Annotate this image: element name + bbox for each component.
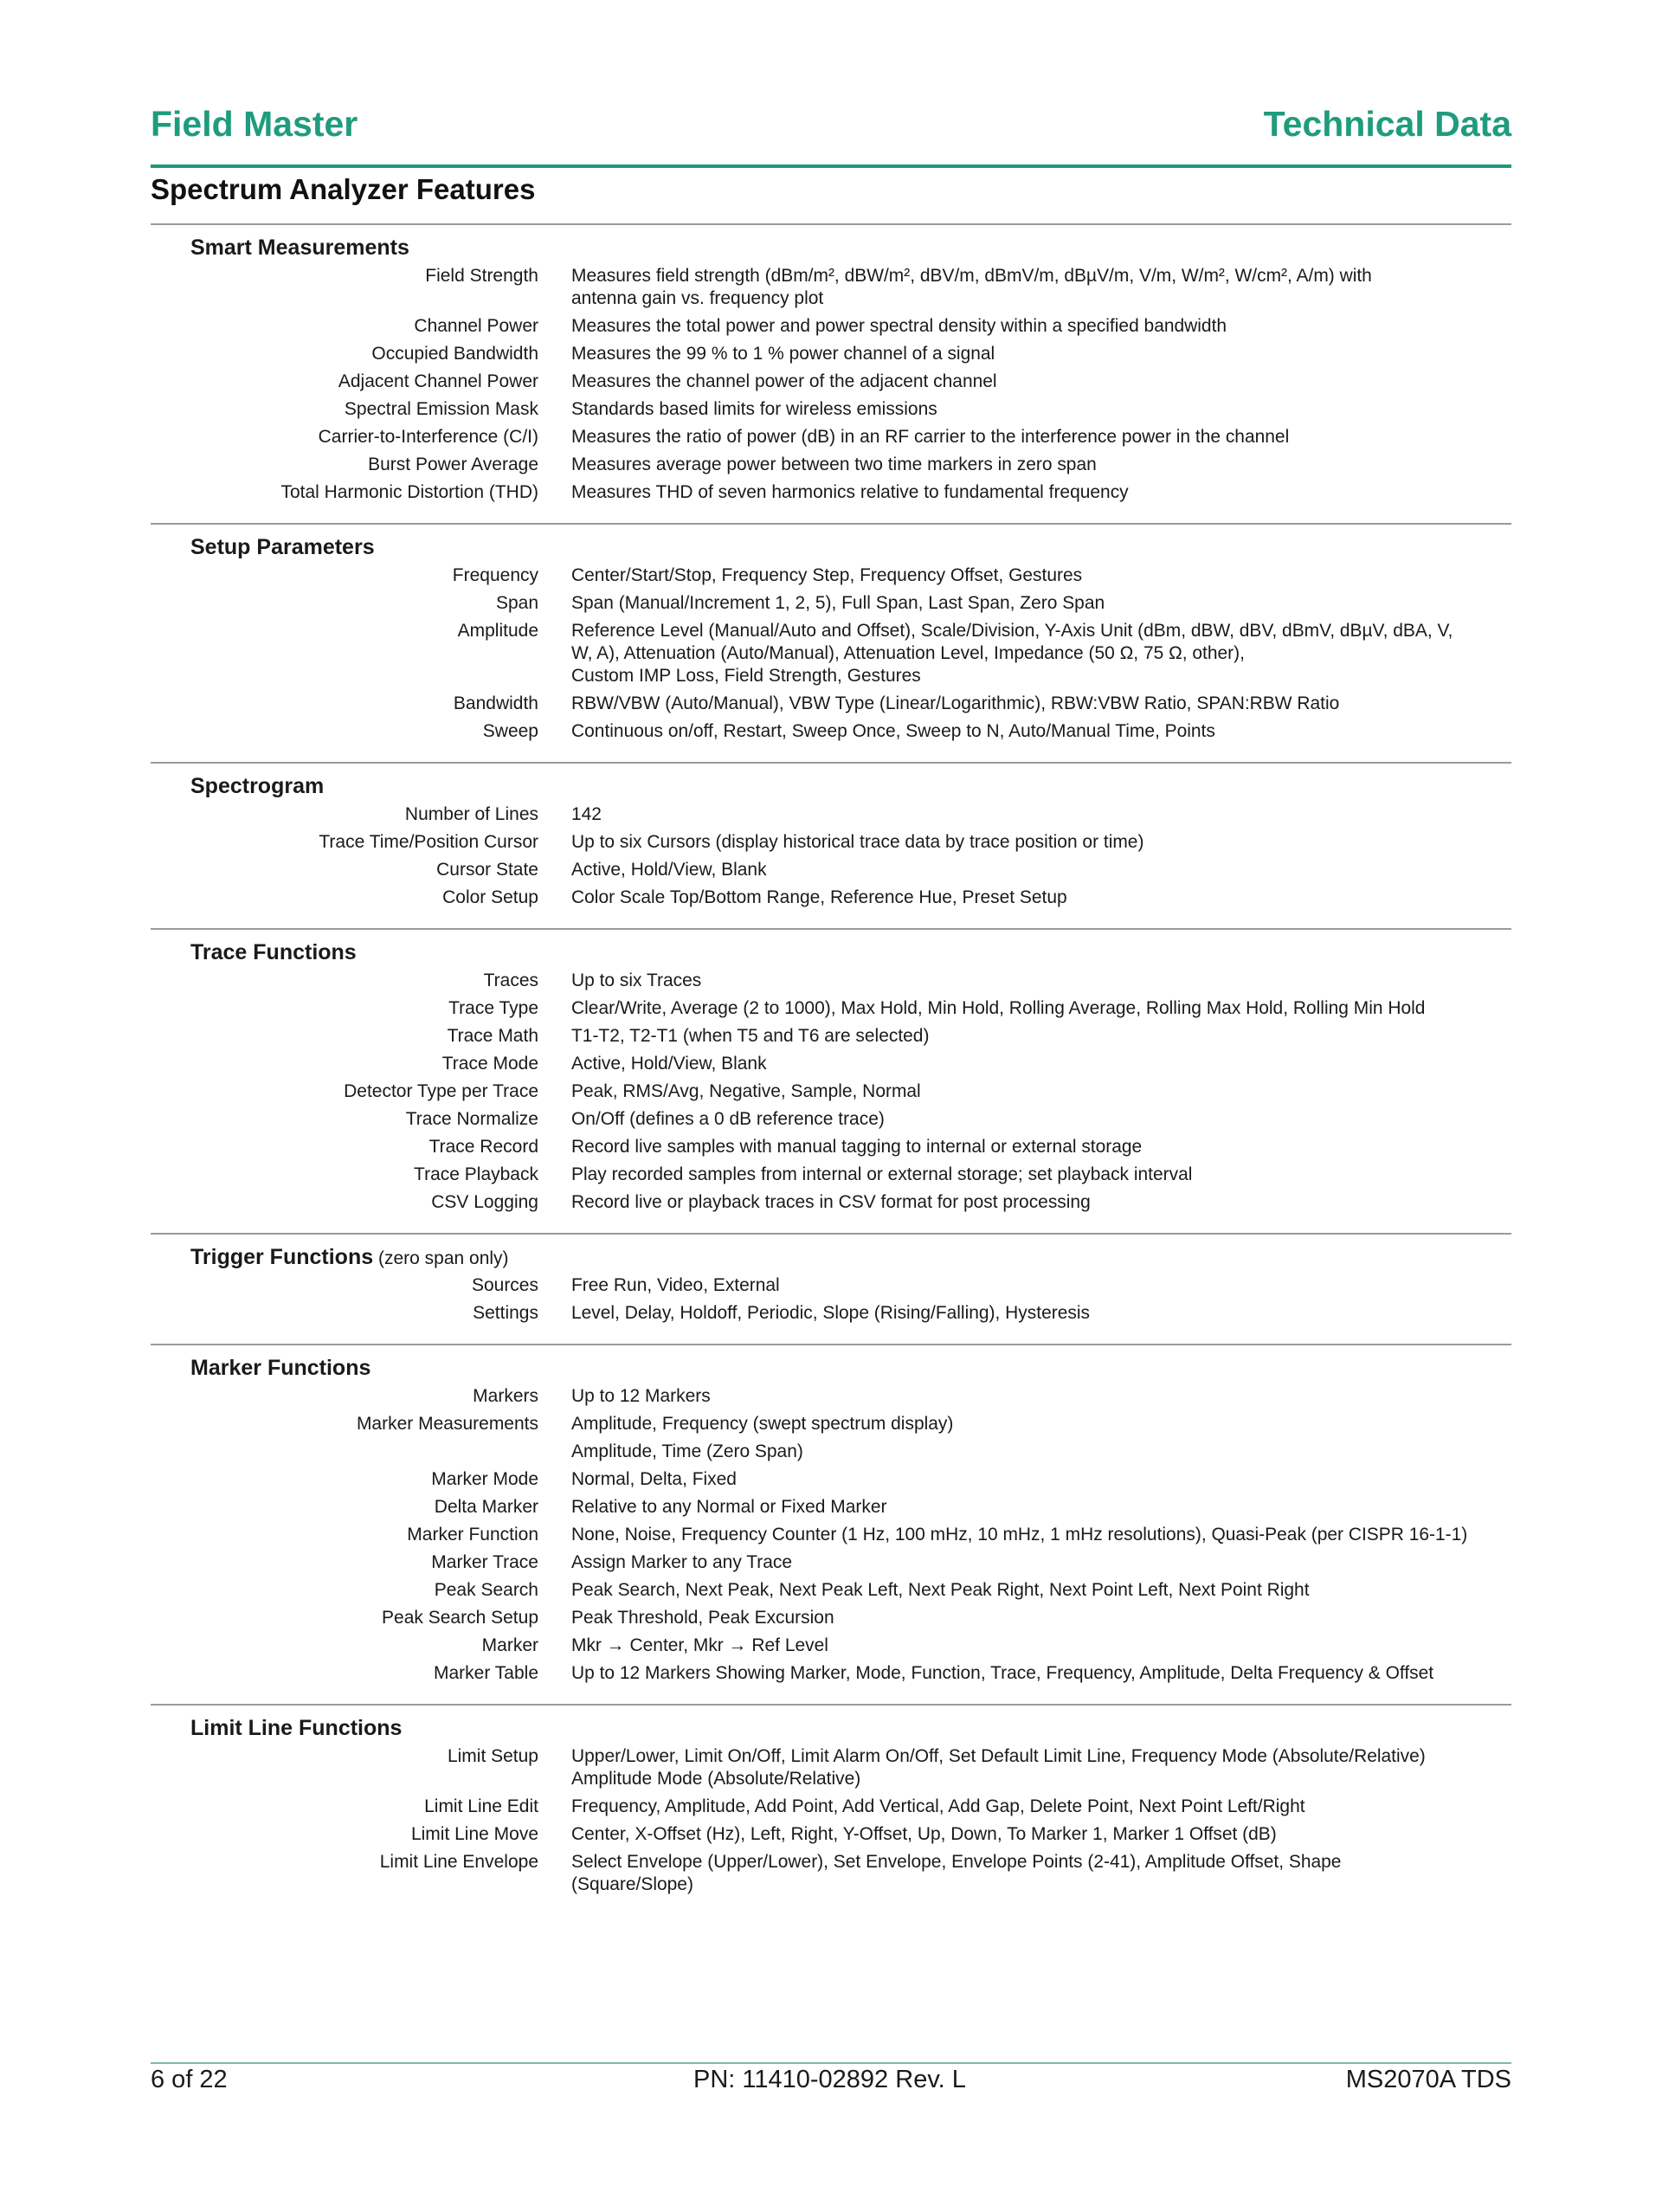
spec-row: [151, 859, 1511, 881]
spec-label-text: Sources: [471, 1275, 538, 1295]
spec-label: [151, 720, 545, 743]
spec-row: [151, 564, 1511, 587]
spec-label: [151, 1302, 545, 1325]
section-title: Trigger Functions: [190, 1245, 374, 1269]
spec-value-line: Up to six Traces: [571, 971, 702, 990]
section: [151, 928, 1511, 1233]
spec-label: [151, 481, 545, 504]
spec-value-line: Peak, RMS/Avg, Negative, Sample, Normal: [571, 1081, 921, 1101]
spec-value: [571, 1579, 1511, 1602]
spec-row: [151, 1108, 1511, 1131]
spec-value-line: Mkr → Center, Mkr → Ref Level: [571, 1635, 828, 1655]
spec-label-text: Color Setup: [442, 887, 538, 907]
spec-value-line: Measures the channel power of the adjacent channel: [571, 371, 997, 391]
spec-label: [151, 1579, 545, 1602]
spec-value-line: Record live samples with manual tagging to internal or external storage: [571, 1137, 1143, 1157]
spec-value: [571, 831, 1511, 854]
spec-row: [151, 803, 1511, 826]
spec-value: [571, 1635, 1511, 1657]
spec-value-line: Active, Hold/View, Blank: [571, 860, 767, 880]
spec-label: [151, 564, 545, 587]
spec-label-text: Occupied Bandwidth: [371, 344, 538, 364]
spec-label-text: Channel Power: [414, 316, 538, 336]
section-heading: [151, 1711, 1511, 1745]
spec-value: [571, 1302, 1511, 1325]
spec-value: [571, 1524, 1511, 1546]
spec-value-line: T1-T2, T2-T1 (when T5 and T6 are selected): [571, 1026, 930, 1046]
product-name: Field Master: [151, 104, 358, 144]
spec-row: [151, 1385, 1511, 1408]
spec-row: [151, 720, 1511, 743]
spec-value: [571, 1274, 1511, 1297]
spec-value-line: Amplitude, Time (Zero Span): [571, 1441, 803, 1461]
spec-row: [151, 1745, 1511, 1790]
spec-row: [151, 371, 1511, 393]
spec-label: [151, 831, 545, 854]
spec-value: [571, 1025, 1511, 1048]
spec-value-line: Continuous on/off, Restart, Sweep Once, Sweep to N, Auto/Manual Time, Points: [571, 721, 1215, 741]
spec-label-text: Adjacent Channel Power: [338, 371, 538, 391]
spec-label: [151, 1191, 545, 1214]
spec-row: [151, 1551, 1511, 1574]
spec-label-text: Markers: [473, 1386, 538, 1406]
spec-value: [571, 1191, 1511, 1214]
section-heading: [151, 1351, 1511, 1385]
spec-value: [571, 1385, 1511, 1408]
spec-label-text: Marker Trace: [431, 1552, 538, 1572]
spec-row: [151, 1080, 1511, 1103]
footer-rule: [151, 2062, 1511, 2064]
spec-label-text: Field Strength: [425, 266, 538, 286]
spec-value-line: (Square/Slope): [571, 1874, 693, 1894]
spec-value: [571, 1441, 1511, 1463]
spec-label: [151, 592, 545, 615]
spec-value-line: On/Off (defines a 0 dB reference trace): [571, 1109, 885, 1129]
spec-label-text: Bandwidth: [453, 693, 538, 713]
spec-value: [571, 1551, 1511, 1574]
spec-value-line: Amplitude Mode (Absolute/Relative): [571, 1769, 861, 1789]
spec-value-line: Measures average power between two time markers in zero span: [571, 455, 1097, 474]
section: [151, 523, 1511, 762]
spec-value-line: Upper/Lower, Limit On/Off, Limit Alarm On/Off, Set Default Limit Line, Frequency Mode (Absolute/Relative): [571, 1746, 1426, 1766]
spec-value: [571, 1108, 1511, 1131]
spec-label-text: Delta Marker: [434, 1497, 538, 1517]
spec-row: [151, 997, 1511, 1020]
spec-value: [571, 564, 1511, 587]
section: [151, 1344, 1511, 1704]
spec-label-text: Marker Table: [434, 1663, 538, 1683]
spec-label-text: Limit Setup: [447, 1746, 538, 1766]
spec-label: [151, 1662, 545, 1685]
spec-label-text: Trace Math: [447, 1026, 538, 1046]
spec-row: [151, 315, 1511, 338]
spec-label: [151, 315, 545, 338]
spec-value: [571, 1796, 1511, 1818]
spec-label-text: Detector Type per Trace: [344, 1081, 538, 1101]
spec-row: [151, 398, 1511, 421]
spec-label: [151, 803, 545, 826]
spec-label: [151, 398, 545, 421]
spec-label: [151, 1796, 545, 1818]
spec-value-line: Clear/Write, Average (2 to 1000), Max Hold, Min Hold, Rolling Average, Rolling Max Hold, Rolling Min Hold: [571, 998, 1426, 1018]
section-title: Limit Line Functions: [190, 1716, 403, 1740]
spec-value: [571, 426, 1511, 448]
spec-value: [571, 1413, 1511, 1435]
spec-row: [151, 1025, 1511, 1048]
spec-label: [151, 1025, 545, 1048]
spec-row: [151, 481, 1511, 504]
spec-label: [151, 1468, 545, 1491]
spec-label: [151, 1080, 545, 1103]
section: [151, 1704, 1511, 1915]
spec-label-text: Limit Line Move: [410, 1824, 538, 1844]
spec-label-text: Burst Power Average: [368, 455, 538, 474]
spec-value: [571, 481, 1511, 504]
spec-label: [151, 1607, 545, 1629]
spec-label-text: Span: [495, 593, 538, 613]
spec-label-text: CSV Logging: [431, 1192, 538, 1212]
spec-row: [151, 454, 1511, 476]
spec-label: [151, 426, 545, 448]
spec-value: [571, 371, 1511, 393]
spec-value: [571, 1136, 1511, 1158]
spec-value-line: Up to 12 Markers: [571, 1386, 711, 1406]
section: [151, 223, 1511, 523]
spec-row: [151, 1496, 1511, 1519]
spec-row: [151, 1524, 1511, 1546]
spec-label: [151, 1851, 545, 1896]
spec-label: [151, 970, 545, 992]
spec-label-text: Trace Playback: [414, 1164, 538, 1184]
spec-value-line: Measures the ratio of power (dB) in an RF carrier to the interference power in the channel: [571, 427, 1290, 447]
spec-label-text: Total Harmonic Distortion (THD): [280, 482, 538, 502]
spec-row: [151, 426, 1511, 448]
spec-value-line: Level, Delay, Holdoff, Periodic, Slope (Rising/Falling), Hysteresis: [571, 1303, 1090, 1323]
spec-value: [571, 265, 1511, 310]
spec-value: [571, 343, 1511, 365]
section-note: (zero span only): [373, 1248, 509, 1268]
spec-label-text: Trace Mode: [441, 1054, 538, 1074]
spec-row: [151, 1823, 1511, 1846]
spec-label: [151, 343, 545, 365]
spec-row: [151, 620, 1511, 687]
spec-value-line: Span (Manual/Increment 1, 2, 5), Full Span, Last Span, Zero Span: [571, 593, 1105, 613]
spec-value: [571, 620, 1511, 687]
spec-value: [571, 315, 1511, 338]
spec-value-line: Peak Search, Next Peak, Next Peak Left, Next Peak Right, Next Point Left, Next Point Right: [571, 1580, 1310, 1600]
spec-label: [151, 1551, 545, 1574]
spec-value-line: Measures the 99 % to 1 % power channel of a signal: [571, 344, 995, 364]
spec-value-line: Color Scale Top/Bottom Range, Reference Hue, Preset Setup: [571, 887, 1067, 907]
spec-row: [151, 1053, 1511, 1075]
spec-row: [151, 1164, 1511, 1186]
spec-value: [571, 1851, 1511, 1896]
spec-value-line: Frequency, Amplitude, Add Point, Add Vertical, Add Gap, Delete Point, Next Point Left/Right: [571, 1796, 1305, 1816]
section: [151, 1233, 1511, 1344]
spec-value-line: Relative to any Normal or Fixed Marker: [571, 1497, 887, 1517]
spec-row: [151, 1662, 1511, 1685]
spec-value-line: Standards based limits for wireless emissions: [571, 399, 937, 419]
spec-row: [151, 343, 1511, 365]
spec-row: [151, 1579, 1511, 1602]
spec-value-line: Up to six Cursors (display historical trace data by trace position or time): [571, 832, 1144, 852]
spec-value: [571, 859, 1511, 881]
spec-value-line: Free Run, Video, External: [571, 1275, 780, 1295]
spec-row: [151, 1851, 1511, 1896]
spec-row: [151, 1607, 1511, 1629]
spec-value: [571, 1468, 1511, 1491]
page-header: [151, 97, 1511, 168]
spec-value: [571, 1607, 1511, 1629]
spec-value-line: Normal, Delta, Fixed: [571, 1469, 737, 1489]
spec-value-line: Peak Threshold, Peak Excursion: [571, 1608, 834, 1628]
spec-value-line: Measures field strength (dBm/m², dBW/m², dBV/m, dBmV/m, dBµV/m, V/m, W/m², W/cm², A/m) with: [571, 266, 1372, 286]
spec-label-text: Peak Search Setup: [382, 1608, 538, 1628]
spec-label: [151, 1413, 545, 1435]
section-heading: [151, 530, 1511, 564]
spec-label-text: Frequency: [452, 565, 538, 585]
spec-row: [151, 1796, 1511, 1818]
spec-row: [151, 1635, 1511, 1657]
spec-label: [151, 1108, 545, 1131]
spec-row: [151, 1191, 1511, 1214]
spec-value: [571, 592, 1511, 615]
spec-value: [571, 803, 1511, 826]
spec-label-text: Amplitude: [457, 621, 538, 641]
spec-label-text: Cursor State: [436, 860, 538, 880]
spec-row: [151, 1468, 1511, 1491]
spec-label: [151, 859, 545, 881]
spec-label: [151, 1274, 545, 1297]
spec-value-line: Center/Start/Stop, Frequency Step, Frequency Offset, Gestures: [571, 565, 1083, 585]
spec-label: [151, 1496, 545, 1519]
spec-row: [151, 887, 1511, 909]
spec-row: [151, 1302, 1511, 1325]
spec-label: [151, 1385, 545, 1408]
spec-label-text: Trace Normalize: [405, 1109, 538, 1129]
spec-row: [151, 831, 1511, 854]
spec-value: [571, 1496, 1511, 1519]
spec-value-line: Custom IMP Loss, Field Strength, Gestures: [571, 666, 921, 686]
spec-label: [151, 1745, 545, 1790]
feature-table: [151, 223, 1511, 1915]
spec-label: [151, 887, 545, 909]
spec-label-text: Peak Search: [434, 1580, 538, 1600]
document-page: [151, 0, 1511, 2212]
section: [151, 762, 1511, 928]
spec-label: [151, 454, 545, 476]
spec-value-line: Play recorded samples from internal or external storage; set playback interval: [571, 1164, 1193, 1184]
spec-label-text: Marker Mode: [431, 1469, 538, 1489]
spec-row: [151, 592, 1511, 615]
spec-value: [571, 693, 1511, 715]
spec-row: [151, 693, 1511, 715]
spec-label: [151, 1053, 545, 1075]
spec-row: [151, 970, 1511, 992]
spec-value: [571, 887, 1511, 909]
section-heading: [151, 935, 1511, 970]
spec-label: [151, 1441, 545, 1463]
spec-value: [571, 1080, 1511, 1103]
page-title: Spectrum Analyzer Features: [151, 173, 536, 205]
spec-label-text: Settings: [473, 1303, 538, 1323]
spec-value-line: Record live or playback traces in CSV format for post processing: [571, 1192, 1091, 1212]
spec-value: [571, 1823, 1511, 1846]
spec-row: [151, 1274, 1511, 1297]
document-id: MS2070A TDS: [1345, 2066, 1511, 2093]
spec-value: [571, 1164, 1511, 1186]
spec-value-line: 142: [571, 804, 602, 824]
spec-label-text: Limit Line Envelope: [379, 1852, 538, 1872]
spec-label: [151, 1635, 545, 1657]
document-type: Technical Data: [1263, 104, 1511, 144]
spec-label-text: Sweep: [482, 721, 538, 741]
spec-value: [571, 1662, 1511, 1685]
spec-value-line: antenna gain vs. frequency plot: [571, 288, 824, 308]
spec-value-line: Measures THD of seven harmonics relative to fundamental frequency: [571, 482, 1129, 502]
spec-label: [151, 1136, 545, 1158]
section-title: Smart Measurements: [190, 235, 409, 260]
spec-label-text: Limit Line Edit: [424, 1796, 538, 1816]
spec-value-line: RBW/VBW (Auto/Manual), VBW Type (Linear/Logarithmic), RBW:VBW Ratio, SPAN:RBW Ratio: [571, 693, 1340, 713]
spec-value: [571, 720, 1511, 743]
spec-value-line: Active, Hold/View, Blank: [571, 1054, 767, 1074]
spec-value-line: None, Noise, Frequency Counter (1 Hz, 100 mHz, 10 mHz, 1 mHz resolutions), Quasi-Peak (per CISPR 16-1-1): [571, 1525, 1468, 1545]
section-heading: [151, 230, 1511, 265]
spec-value-line: W, A), Attenuation (Auto/Manual), Attenuation Level, Impedance (50 Ω, 75 Ω, other),: [571, 643, 1245, 663]
spec-value-line: Select Envelope (Upper/Lower), Set Envelope, Envelope Points (2-41), Amplitude Offset, Shape: [571, 1852, 1342, 1872]
spec-label: [151, 1823, 545, 1846]
spec-value: [571, 997, 1511, 1020]
spec-value: [571, 398, 1511, 421]
spec-value: [571, 970, 1511, 992]
spec-row: [151, 1136, 1511, 1158]
spec-label: [151, 1164, 545, 1186]
spec-label: [151, 371, 545, 393]
spec-row: [151, 265, 1511, 310]
spec-label-text: Carrier-to-Interference (C/I): [318, 427, 538, 447]
spec-row: [151, 1441, 1511, 1463]
spec-value-line: Up to 12 Markers Showing Marker, Mode, Function, Trace, Frequency, Amplitude, Delta Frequency & Offset: [571, 1663, 1434, 1683]
spec-label-text: Marker Function: [407, 1525, 538, 1545]
spec-value-line: Amplitude, Frequency (swept spectrum display): [571, 1414, 954, 1434]
spec-value: [571, 1745, 1511, 1790]
part-number: PN: 11410-02892 Rev. L: [693, 2066, 966, 2093]
spec-label: [151, 265, 545, 310]
spec-label: [151, 997, 545, 1020]
spec-value-line: Reference Level (Manual/Auto and Offset), Scale/Division, Y-Axis Unit (dBm, dBW, dBV, dBmV, dBµV, dBA, V,: [571, 621, 1453, 641]
spec-value: [571, 1053, 1511, 1075]
spec-label-text: Spectral Emission Mask: [344, 399, 538, 419]
section-title: Spectrogram: [190, 774, 325, 798]
spec-value: [571, 454, 1511, 476]
spec-value-line: Center, X-Offset (Hz), Left, Right, Y-Offset, Up, Down, To Marker 1, Marker 1 Offset (dB): [571, 1824, 1277, 1844]
spec-row: [151, 1413, 1511, 1435]
section-title: Marker Functions: [190, 1356, 371, 1380]
spec-value-line: Measures the total power and power spectral density within a specified bandwidth: [571, 316, 1227, 336]
spec-value-line: Assign Marker to any Trace: [571, 1552, 793, 1572]
spec-label: [151, 693, 545, 715]
spec-label-text: Traces: [483, 971, 538, 990]
spec-label-text: Number of Lines: [404, 804, 538, 824]
spec-label-text: Trace Time/Position Cursor: [319, 832, 538, 852]
spec-label-text: Trace Record: [428, 1137, 538, 1157]
section-title: Trace Functions: [190, 940, 357, 964]
section-heading: [151, 1240, 1511, 1274]
spec-label-text: Marker Measurements: [356, 1414, 538, 1434]
page-number: 6 of 22: [151, 2066, 228, 2093]
spec-label-text: Trace Type: [448, 998, 538, 1018]
section-heading: [151, 769, 1511, 803]
spec-label: [151, 1524, 545, 1546]
spec-label: [151, 620, 545, 687]
section-title: Setup Parameters: [190, 535, 375, 559]
spec-label-text: Marker: [481, 1635, 538, 1655]
